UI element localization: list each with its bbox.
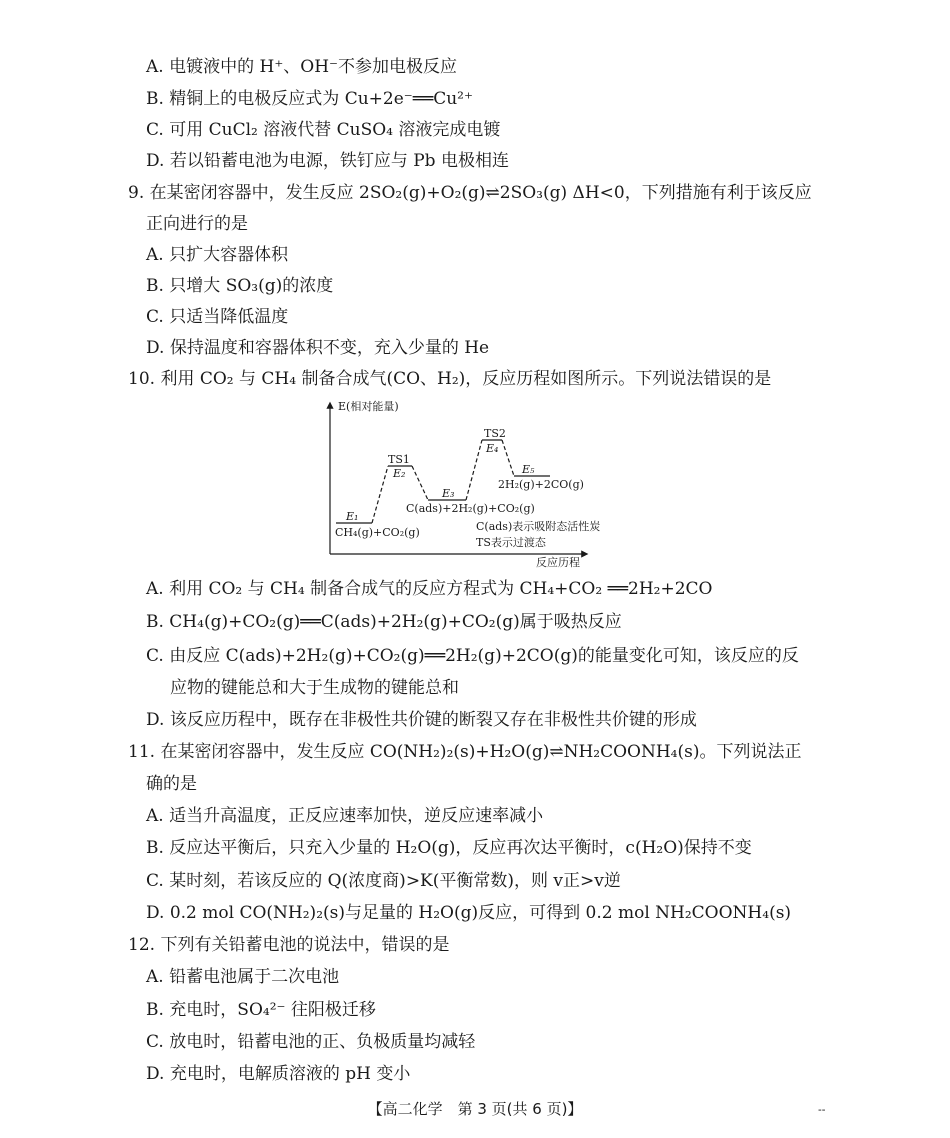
q12-option-c: C. 放电时，铅蓄电池的正、负极质量均减轻 — [146, 1032, 476, 1052]
label-e5: E₅ — [522, 463, 535, 476]
q11-option-d: D. 0.2 mol CO(NH₂)₂(s)与足量的 H₂O(g)反应，可得到 0.2 mol NH₂COONH₄(s) — [146, 903, 792, 923]
label-e4: E₄ — [486, 442, 499, 455]
q9-stem-line1: 9. 在某密闭容器中，发生反应 2SO₂(g)+O₂(g)⇌2SO₃(g) ΔH<0，下列措施有利于该反应 — [128, 183, 812, 203]
label-e3: E₃ — [442, 487, 455, 500]
label-ts1: TS1 — [388, 453, 410, 466]
q8-option-a: A. 电镀液中的 H⁺、OH⁻不参加电极反应 — [146, 57, 458, 77]
q11-option-a: A. 适当升高温度，正反应速率加快，逆反应速率减小 — [146, 806, 544, 826]
q12-option-b: B. 充电时，SO₄²⁻ 往阳极迁移 — [146, 1000, 376, 1020]
label-state1: CH₄(g)+CO₂(g) — [335, 526, 420, 539]
q8-option-c: C. 可用 CuCl₂ 溶液代替 CuSO₄ 溶液完成电镀 — [146, 120, 501, 140]
q9-stem-line2: 正向进行的是 — [146, 214, 248, 234]
q12-option-a: A. 铅蓄电池属于二次电池 — [146, 967, 340, 987]
q10-option-b: B. CH₄(g)+CO₂(g)══C(ads)+2H₂(g)+CO₂(g)属于吸热反应 — [146, 612, 622, 632]
q9-option-c: C. 只适当降低温度 — [146, 307, 289, 327]
q11-option-c: C. 某时刻，若该反应的 Q(浓度商)>K(平衡常数)，则 v正>v逆 — [146, 871, 621, 891]
q11-stem-line1: 11. 在某密闭容器中，发生反应 CO(NH₂)₂(s)+H₂O(g)⇌NH₂COONH₄(s)。下列说法正 — [128, 742, 802, 762]
label-e1: E₁ — [346, 510, 359, 523]
q10-option-c-line1: C. 由反应 C(ads)+2H₂(g)+CO₂(g)══2H₂(g)+2CO(g)的能量变化可知，该反应的反 — [146, 646, 799, 666]
q9-option-d: D. 保持温度和容器体积不变，充入少量的 He — [146, 338, 490, 358]
q11-option-b: B. 反应达平衡后，只充入少量的 H₂O(g)，反应再次达平衡时，c(H₂O)保持不变 — [146, 838, 752, 858]
q11-stem-line2: 确的是 — [146, 774, 197, 794]
q9-option-a: A. 只扩大容器体积 — [146, 245, 289, 265]
label-state3: 2H₂(g)+2CO(g) — [498, 478, 584, 491]
q9-option-b: B. 只增大 SO₃(g)的浓度 — [146, 276, 334, 296]
q8-option-b: B. 精铜上的电极反应式为 Cu+2e⁻══Cu²⁺ — [146, 89, 473, 109]
x-axis-label: 反应历程 — [536, 556, 580, 569]
energy-diagram — [318, 396, 628, 572]
q8-option-d: D. 若以铅蓄电池为电源，铁钉应与 Pb 电极相连 — [146, 151, 509, 171]
note-ads: C(ads)表示吸附态活性炭 — [476, 520, 601, 533]
label-e2: E₂ — [393, 467, 406, 480]
q12-option-d: D. 充电时，电解质溶液的 pH 变小 — [146, 1064, 411, 1084]
q12-stem: 12. 下列有关铅蓄电池的说法中，错误的是 — [128, 935, 450, 955]
page-footer: 【高二化学 第 3 页(共 6 页)】 — [367, 1100, 583, 1118]
q10-stem: 10. 利用 CO₂ 与 CH₄ 制备合成气(CO、H₂)，反应历程如图所示。下列说法错误的是 — [128, 369, 772, 389]
label-state2: C(ads)+2H₂(g)+CO₂(g) — [406, 502, 535, 515]
page-mark: -- — [818, 1103, 826, 1116]
q10-option-c-line2: 应物的键能总和大于生成物的键能总和 — [170, 678, 459, 698]
y-axis-label: E(相对能量) — [338, 400, 399, 413]
note-ts: TS表示过渡态 — [476, 536, 546, 549]
q10-option-a: A. 利用 CO₂ 与 CH₄ 制备合成气的反应方程式为 CH₄+CO₂ ══2H₂+2CO — [146, 579, 713, 599]
label-ts2: TS2 — [484, 427, 506, 440]
q10-option-d: D. 该反应历程中，既存在非极性共价键的断裂又存在非极性共价键的形成 — [146, 710, 697, 730]
